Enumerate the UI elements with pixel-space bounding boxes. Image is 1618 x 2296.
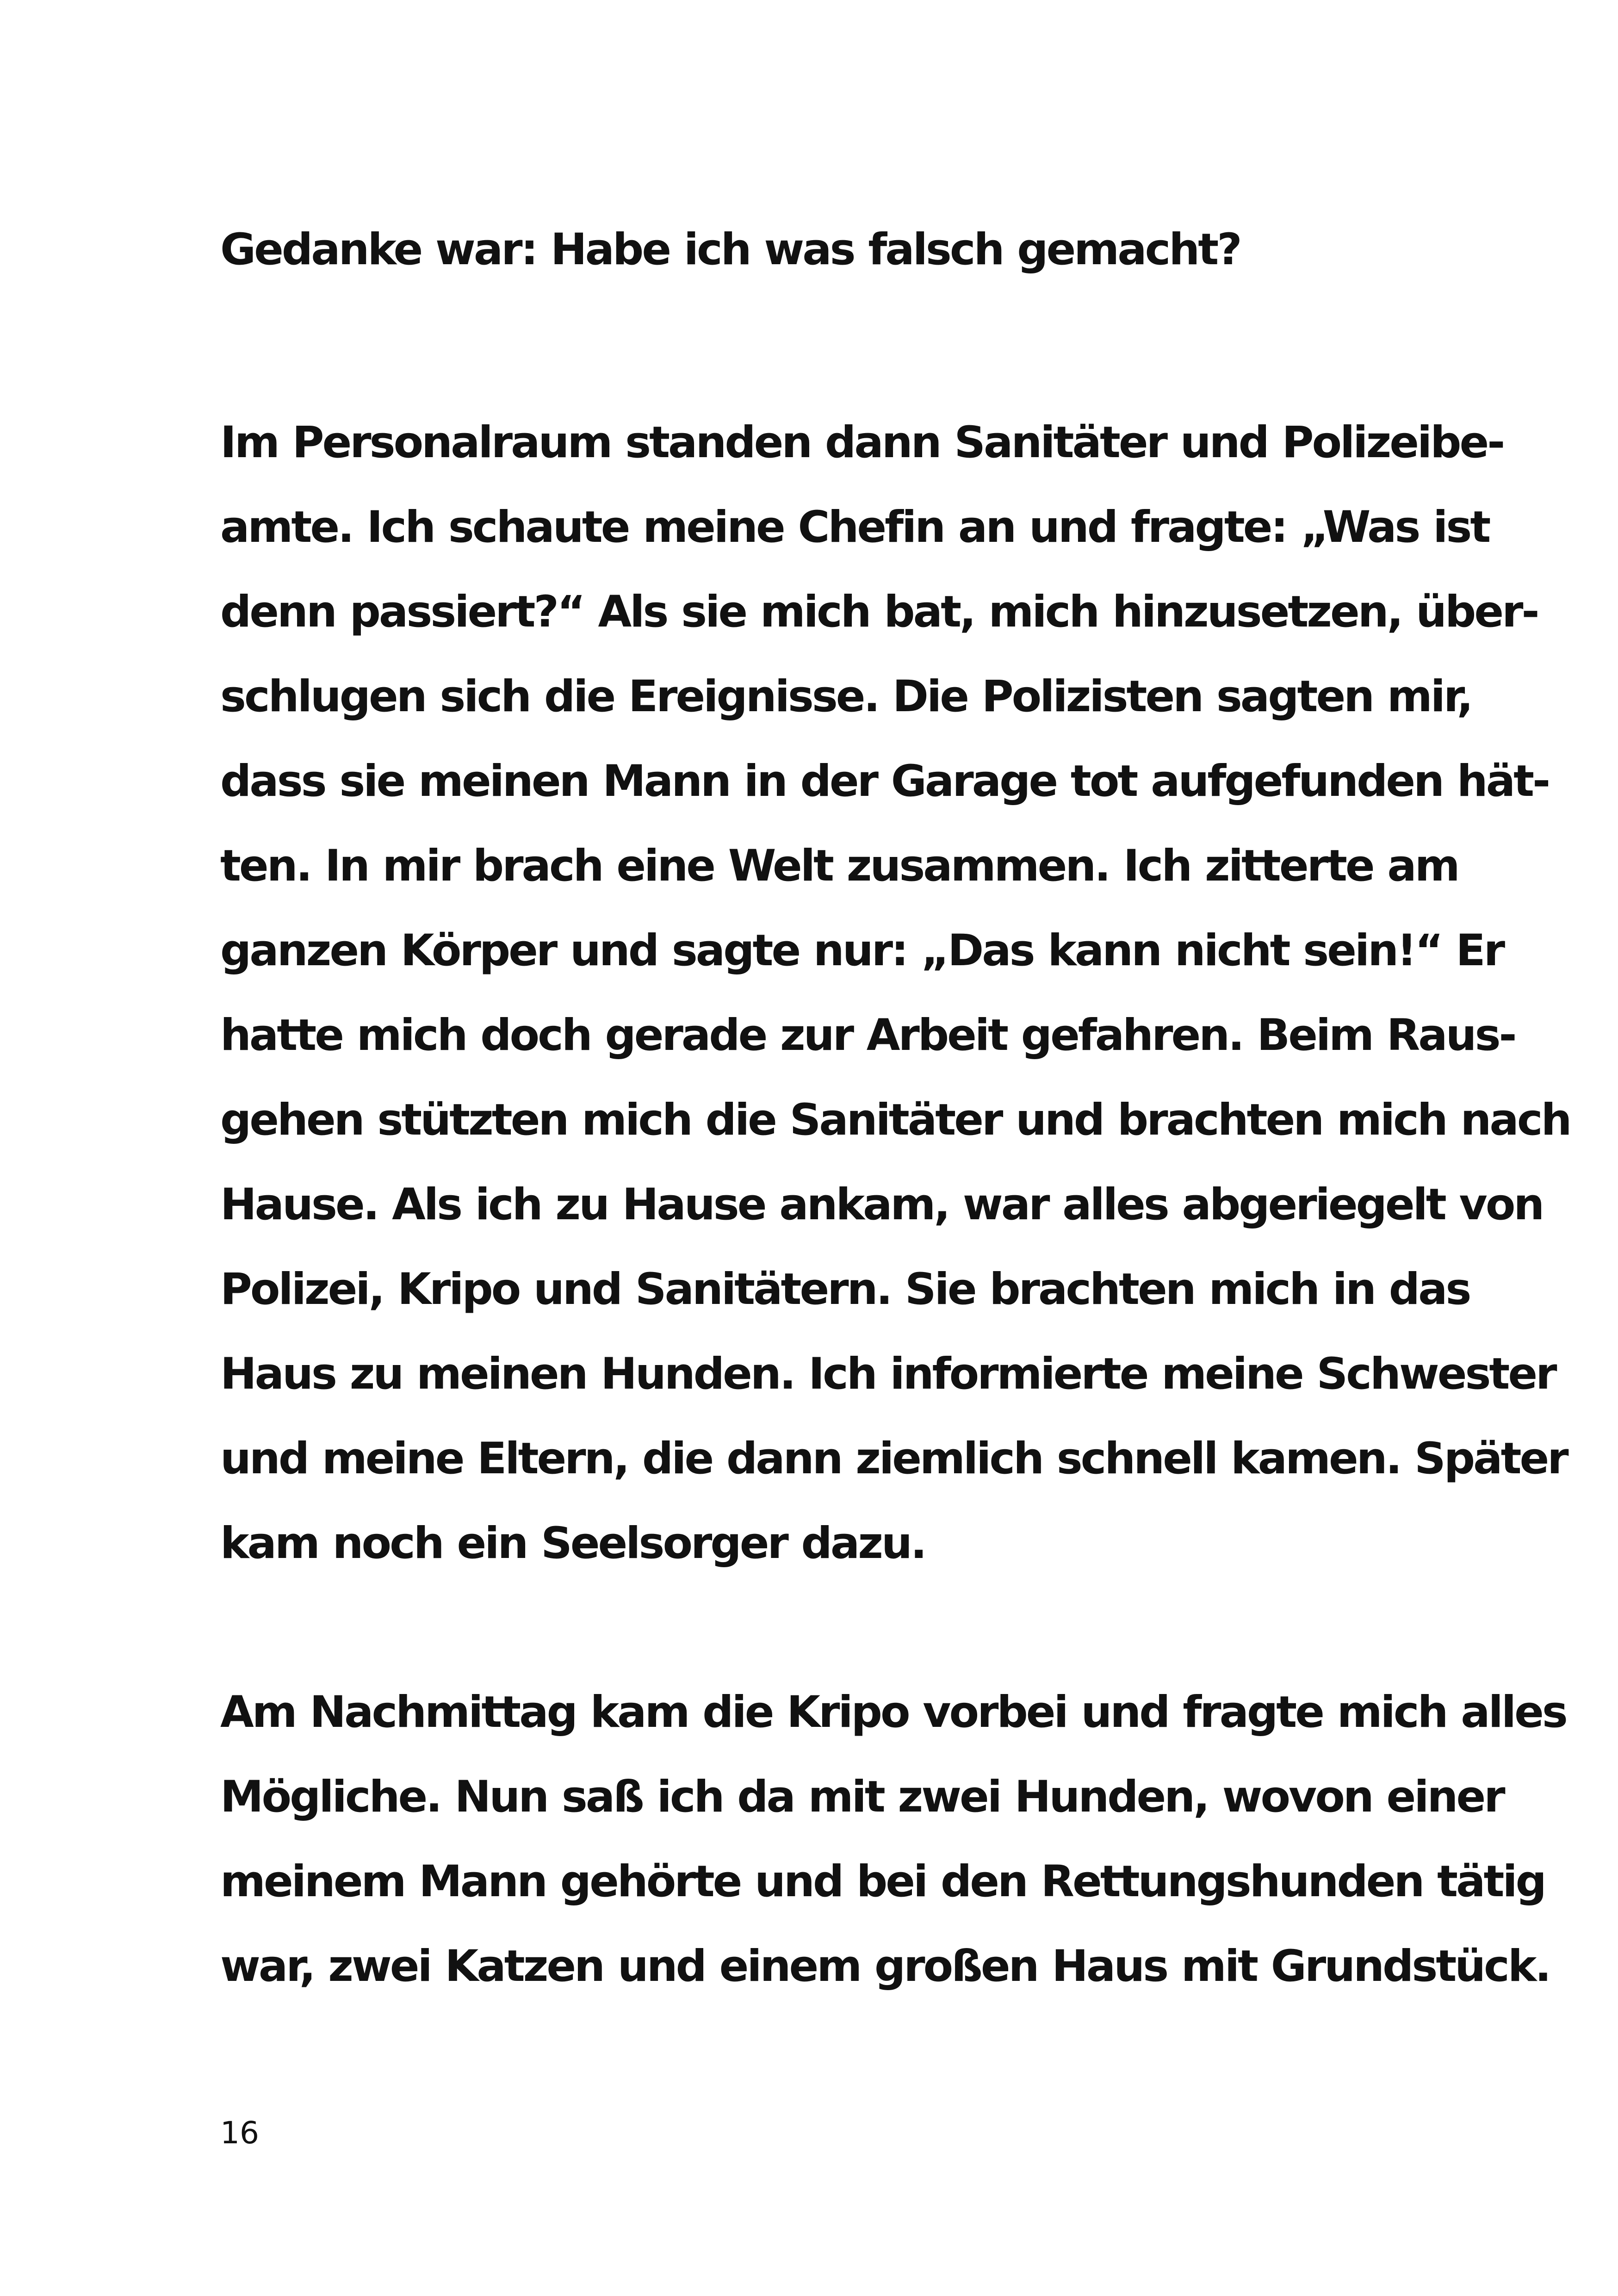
text-line: Haus zu meinen Hunden. Ich informierte meine Schwester: [220, 1349, 1556, 1399]
text-line: gehen stützten mich die Sanitäter und brachten mich nach: [220, 1095, 1570, 1145]
text-line: Am Nachmittag kam die Kripo vorbei und fragte mich alles: [220, 1687, 1566, 1738]
text-line: amte. Ich schaute meine Chefin an und fragte: „Was ist: [220, 502, 1489, 552]
paragraph-3: [220, 1670, 1566, 2009]
text-line: schlugen sich die Ereignisse. Die Polizisten sagten mir,: [220, 671, 1472, 722]
text-line: ganzen Körper und sagte nur: „Das kann nicht sein!“ Er: [220, 925, 1504, 976]
text-line: Gedanke war: Habe ich was falsch gemacht?: [220, 224, 1240, 275]
text-line: Polizei, Kripo und Sanitätern. Sie brachten mich in das: [220, 1264, 1470, 1315]
text-line: denn passiert?“ Als sie mich bat, mich hinzusetzen, über-: [220, 587, 1538, 637]
page-number: 16: [220, 2115, 259, 2151]
text-line: Im Personalraum standen dann Sanitäter und Polizeibe-: [220, 417, 1504, 468]
text-line: meinem Mann gehörte und bei den Rettungshunden tätig: [220, 1856, 1545, 1907]
paragraph-1: [220, 207, 1405, 292]
text-line: dass sie meinen Mann in der Garage tot aufgefunden hät-: [220, 756, 1549, 807]
text-line: hatte mich doch gerade zur Arbeit gefahren. Beim Raus-: [220, 1010, 1515, 1061]
text-line: kam noch ein Seelsorger dazu.: [220, 1518, 925, 1569]
text-line: und meine Eltern, die dann ziemlich schnell kamen. Später: [220, 1433, 1567, 1484]
text-line: war, zwei Katzen und einem großen Haus mit Grundstück.: [220, 1941, 1550, 1992]
paragraph-2: [220, 400, 1570, 1586]
text-line: ten. In mir brach eine Welt zusammen. Ich zitterte am: [220, 841, 1458, 891]
text-line: Mögliche. Nun saß ich da mit zwei Hunden, wovon einer: [220, 1772, 1504, 1822]
text-line: Hause. Als ich zu Hause ankam, war alles abgeriegelt von: [220, 1179, 1543, 1230]
